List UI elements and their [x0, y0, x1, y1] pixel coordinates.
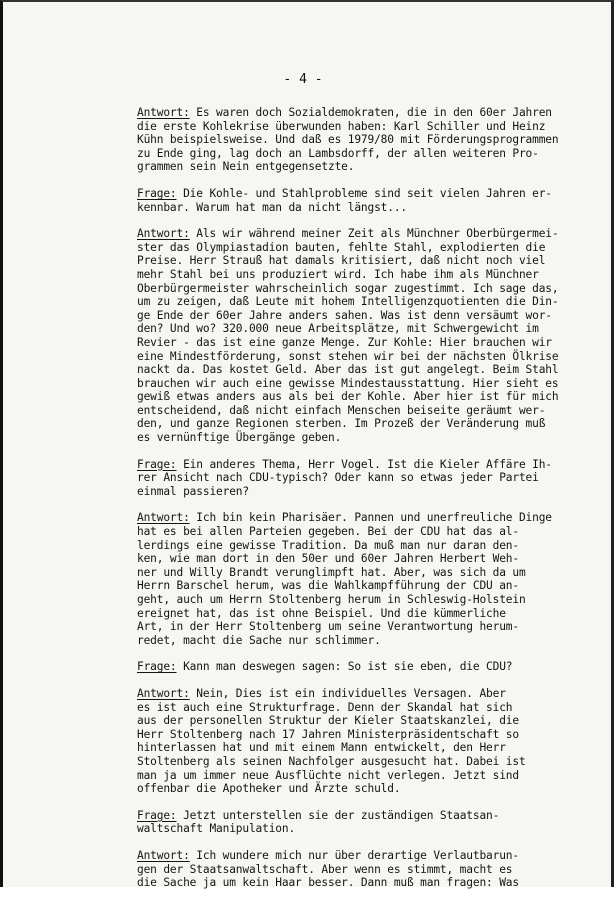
answer-paragraph: Antwort: Ich bin kein Pharisäer. Pannen und unerfreuliche Dinge hat es bei allen Parteien gegeben. Bei der CDU hat das al- lerdings eine gewisse Tradition. Da muß man nur daran den- ken, wie man dort in den 50er und 60er Jahren Herbert Weh- ner und Willy Brandt verunglimpft hat. Aber, was sich da um Herrn Barschel herum, was die Wahlkampfführung der CDU an- geht, auch um Herrn Stoltenberg herum in Schleswig-Holstein ereignet hat, das ist ohne Beispiel. Und die kümmerliche Art, in der Herr Stoltenberg um seine Verantwortung herum- redet, macht die Sache nur schlimmer. — [137, 511, 552, 647]
question-label: Frage: — [137, 457, 177, 471]
page-number: - 4 - — [283, 72, 323, 87]
question-paragraph: Frage: Die Kohle- und Stahlprobleme sind seit vielen Jahren er- kennbar. Warum hat man da nicht längst... — [137, 186, 552, 214]
question-paragraph: Frage: Kann man deswegen sagen: So ist sie eben, die CDU? — [137, 660, 513, 674]
answer-label: Antwort: — [137, 106, 190, 119]
answer-paragraph: Antwort: Es waren doch Sozialdemokraten, die in den 60er Jahren die erste Kohlekrise überwunden haben: Karl Schiller und Heinz Kühn beispielsweise. Und daß es 1979/80 mit Förderungsprogrammen zu Ende ging, lag doch an Lambsdorff, der allen weiteren Pro- grammen sein Nein entgegensetzte. — [137, 106, 559, 174]
question-paragraph: Frage: Jetzt unterstellen sie der zuständigen Staatsan- waltschaft Manipulation. — [137, 808, 500, 836]
answer-label: Antwort: — [137, 227, 190, 241]
answer-paragraph: Antwort: Ich wundere mich nur über derartige Verlautbarun- gen der Staatsanwaltschaft. Aber wenn es stimmt, macht es die Sache ja um kein Haar besser. Dann muß man fragen: Was — [137, 848, 519, 890]
answer-label: Antwort: — [137, 511, 190, 525]
question-label: Frage: — [137, 808, 177, 822]
interview-text — [137, 106, 567, 903]
answer-paragraph: Antwort: Nein, Dies ist ein individuelles Versagen. Aber es ist auch eine Strukturfrage. Denn der Skandal hat sich aus der personellen Struktur der Kieler Staatskanzlei, die Herr Stoltenberg nach 17 Jahren Ministerpräsidentschaft so hinterlassen hat und mit einem Mann entwickelt, den Herr Stoltenberg als seinen Nachfolger ausgesucht hat. Dabei ist man ja um immer neue Ausflüchte nicht verlegen. Jetzt sind offenbar die Apotheker und Ärzte schuld. — [137, 686, 526, 796]
question-label: Frage: — [137, 660, 177, 674]
answer-label: Antwort: — [137, 686, 190, 700]
question-label: Frage: — [137, 186, 177, 200]
answer-paragraph: Antwort: Als wir während meiner Zeit als Münchner Oberbürgermei- ster das Olympiastadion bauten, fehlte Stahl, explodierten die Preise. Herr Strauß hat damals kritisiert, daß nicht noch viel mehr Stahl bei uns produziert wird. Ich habe ihm als Münchner Oberbürgermeister wahrscheinlich sogar zugestimmt. Ich sage das, um zu zeigen, daß Leute mit hohem Intelligenzquotienten die Din- ge Ende der 60er Jahre anders sahen. Was ist denn versäumt wor- den? Und wo? 320.000 neue Arbeitsplätze, mit Schwergewicht im Revier - das ist eine ganze Menge. Zur Kohle: Hier brauchen wir eine Mindestförderung, sonst stehen wir bei der nächsten Ölkrise nackt da. Das kostet Geld. Aber das ist gut angelegt. Beim Stahl brauchen wir auch eine gewisse Mindestausstattung. Hier sieht es gewiß etwas anders aus als bei der Kohle. Aber hier ist für mich entscheidend, daß nicht einfach Menschen beiseite geräumt wer- den, und ganze Regionen sterben. Im Prozeß der Veränderung muß es vernünftige Übergänge geben. — [137, 227, 559, 445]
answer-label: Antwort: — [137, 848, 190, 862]
question-paragraph: Frage: Ein anderes Thema, Herr Vogel. Ist die Kieler Affäre Ih- rer Ansicht nach CDU-typisch? Oder kann so etwas jeder Partei einmal passieren? — [137, 457, 552, 498]
